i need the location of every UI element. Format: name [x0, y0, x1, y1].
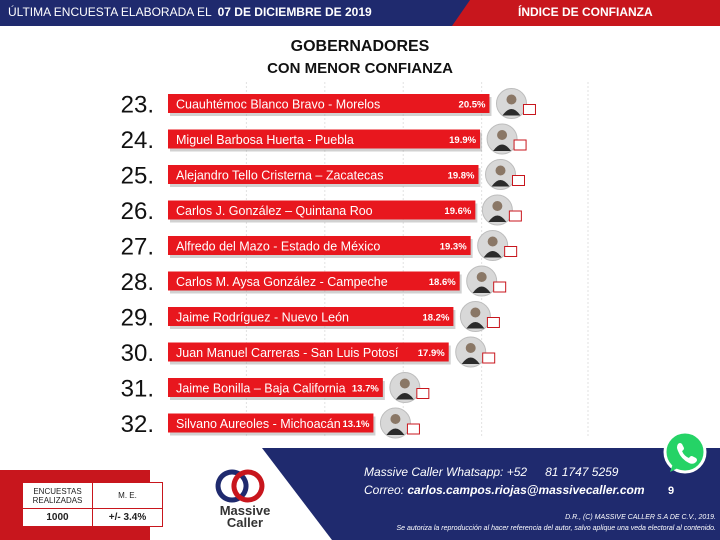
- portrait-head: [477, 272, 487, 282]
- rank-label: 25.: [120, 162, 154, 190]
- chart-subtitle: CON MENOR CONFIANZA: [267, 60, 453, 77]
- whatsapp-label: Massive Caller Whatsapp: +52: [364, 465, 528, 479]
- bar-category-label: Cuauhtémoc Blanco Bravo - Morelos: [176, 97, 381, 112]
- bar-value-label: 19.8%: [447, 170, 475, 182]
- surveys-value: 1000: [23, 509, 93, 527]
- email-link[interactable]: carlos.campos.riojas@massivecaller.com: [407, 483, 645, 497]
- logo-line1: Massive: [219, 503, 271, 518]
- party-icon: [509, 211, 521, 221]
- rank-label: 29.: [120, 304, 154, 332]
- bar-value-label: 13.7%: [351, 383, 379, 395]
- rank-label: 23.: [120, 91, 154, 119]
- bar-value-label: 18.2%: [422, 312, 450, 324]
- bar-value-label: 19.9%: [449, 135, 477, 146]
- party-icon: [487, 318, 499, 328]
- party-icon: [494, 282, 506, 292]
- email-contact: [364, 483, 645, 497]
- party-icon: [407, 424, 419, 434]
- portrait-head: [488, 237, 498, 247]
- party-icon: [523, 105, 535, 115]
- bar-value-label: 19.3%: [439, 241, 467, 253]
- party-icon: [514, 140, 526, 150]
- page-number: 9: [668, 485, 675, 497]
- bar-category-label: Jaime Rodríguez - Nuevo León: [176, 310, 350, 325]
- bar-value-label: 13.1%: [342, 419, 370, 430]
- rank-label: 31.: [120, 375, 154, 403]
- portrait-head: [492, 201, 502, 211]
- whatsapp-icon[interactable]: [662, 430, 708, 476]
- rank-label: 32.: [120, 411, 154, 438]
- party-icon: [417, 389, 429, 399]
- portrait-head: [466, 343, 476, 353]
- rank-label: 26.: [120, 198, 154, 225]
- whatsapp-number[interactable]: 81 1747 5259: [545, 465, 619, 479]
- bar-category-label: Silvano Aureoles - Michoacán: [176, 417, 341, 431]
- survey-prefix: ÚLTIMA ENCUESTA ELABORADA EL: [8, 5, 212, 19]
- whatsapp-contact: [364, 465, 618, 479]
- chart-title: GOBERNADORES: [290, 38, 430, 55]
- portrait-head: [496, 166, 506, 176]
- party-icon: [505, 247, 517, 257]
- bar-value-label: 18.6%: [428, 277, 456, 288]
- portrait-head: [400, 379, 410, 389]
- bar-value-label: 19.6%: [444, 206, 472, 217]
- portrait-head: [506, 95, 516, 105]
- bar-category-label: Jaime Bonilla – Baja California: [176, 381, 346, 396]
- party-icon: [483, 353, 495, 363]
- bar-value-label: 17.9%: [417, 348, 445, 359]
- bar-category-label: Miguel Barbosa Huerta - Puebla: [176, 133, 354, 147]
- bar-category-label: Carlos J. González – Quintana Roo: [176, 204, 373, 218]
- rank-label: 30.: [120, 340, 154, 367]
- margin-of-error-table: [22, 482, 163, 527]
- surveys-header: ENCUESTAS REALIZADAS: [23, 483, 93, 509]
- reproduction-notice: Se autoriza la reproducción al hacer referencia del autor, salvo aplique una veda electoral al contenido.: [396, 525, 716, 532]
- portrait-head: [390, 414, 400, 424]
- portrait-head: [497, 130, 507, 140]
- index-title: ÍNDICE DE CONFIANZA: [518, 5, 653, 19]
- logo-text: [205, 505, 285, 529]
- rank-label: 27.: [120, 233, 154, 261]
- bar-value-label: 20.5%: [458, 99, 486, 111]
- ranking-chart: [0, 80, 720, 440]
- copyright-text: D.R., (C) MASSIVE CALLER S.A DE C.V., 2019.: [565, 514, 716, 521]
- top-banner: [0, 0, 720, 26]
- bar-category-label: Alfredo del Mazo - Estado de México: [176, 239, 381, 254]
- survey-date-label: [8, 5, 372, 19]
- bar-category-label: Juan Manuel Carreras - San Luis Potosí: [176, 346, 399, 360]
- email-label: Correo:: [364, 483, 405, 497]
- logo-line2: Caller: [226, 515, 264, 530]
- bar-category-label: Carlos M. Aysa González - Campeche: [176, 275, 388, 289]
- me-value: +/- 3.4%: [93, 509, 163, 527]
- me-header: M. E.: [93, 483, 163, 509]
- portrait-head: [470, 308, 480, 318]
- bar-category-label: Alejandro Tello Cristerna – Zacatecas: [176, 168, 384, 183]
- survey-date: 07 DE DICIEMBRE DE 2019: [217, 5, 372, 19]
- party-icon: [513, 176, 525, 186]
- rank-label: 24.: [120, 127, 154, 154]
- rank-label: 28.: [120, 269, 154, 296]
